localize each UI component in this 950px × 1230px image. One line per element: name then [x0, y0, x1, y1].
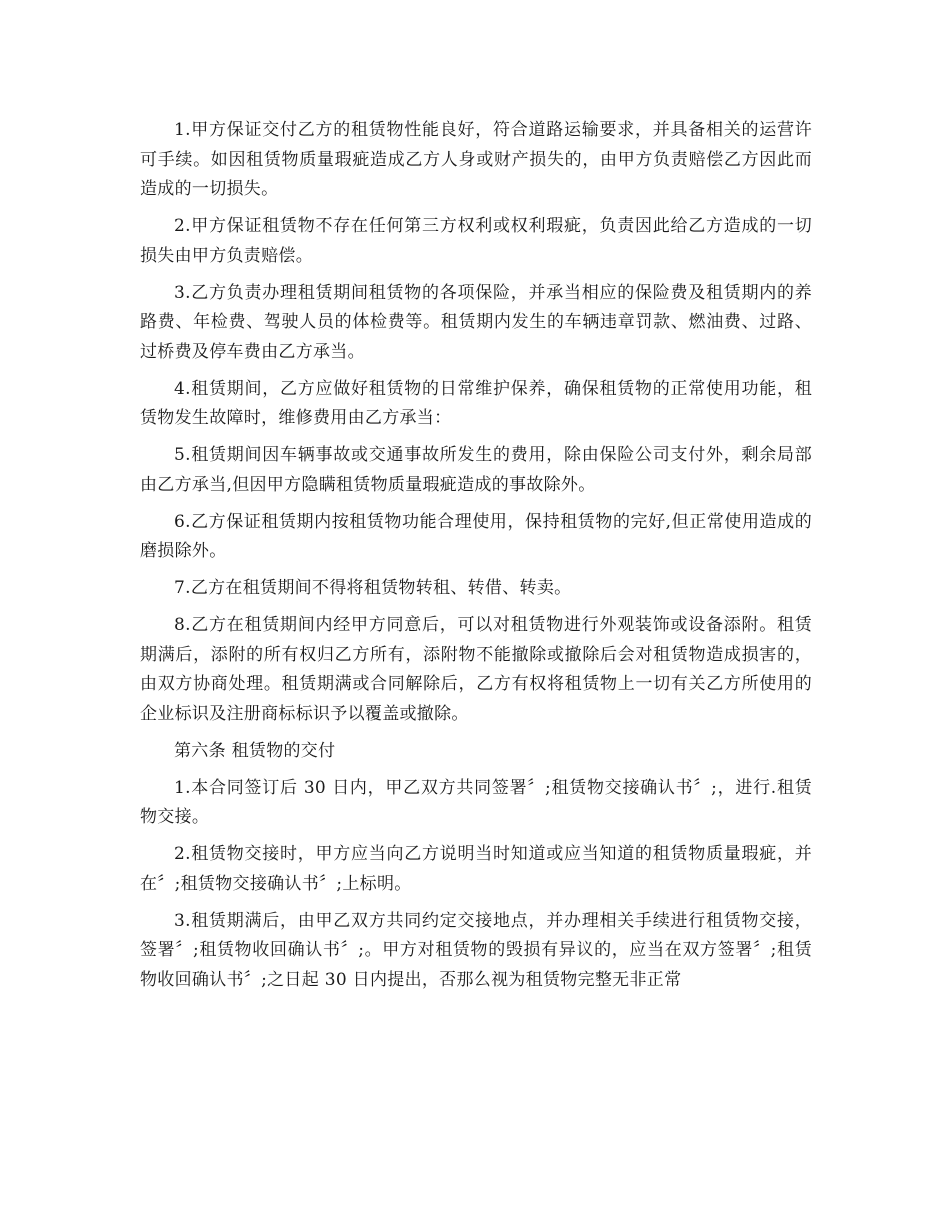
delivery-paragraph-3: 3.租赁期满后，由甲乙双方共同约定交接地点，并办理相关手续进行租赁物交接，签署〞;租赁物收回确认书〞;。甲方对租赁物的毁损有异议的，应当在双方签署〞;租赁物收回确认书〞;之日起 30 日内提出，否那么视为租赁物完整无非正常: [140, 910, 812, 990]
clause-paragraph-6: 6.乙方保证租赁期内按租赁物功能合理使用，保持租赁物的完好,但正常使用造成的磨损除外。: [140, 511, 812, 561]
clause-paragraph-5: 5.租赁期间因车辆事故或交通事故所发生的费用，除由保险公司支付外，剩余局部由乙方承当,但因甲方隐瞒租赁物质量瑕疵造成的事故除外。: [140, 445, 812, 495]
clause-paragraph-4: 4.租赁期间，乙方应做好租赁物的日常维护保养，确保租赁物的正常使用功能，租赁物发生故障时，维修费用由乙方承当：: [140, 378, 812, 428]
clause-paragraph-2: 2.甲方保证租赁物不存在任何第三方权利或权利瑕疵，负责因此给乙方造成的一切损失由甲方负责赔偿。: [140, 216, 812, 266]
clause-paragraph-8: 8.乙方在租赁期间内经甲方同意后，可以对租赁物进行外观装饰或设备添附。租赁期满后，添附的所有权归乙方所有，添附物不能撤除或撤除后会对租赁物造成损害的，由双方协商处理。租赁期满或合同解除后，乙方有权将租赁物上一切有关乙方所使用的企业标识及注册商标标识予以覆盖或撤除。: [140, 615, 812, 724]
clause-paragraph-1: 1.甲方保证交付乙方的租赁物性能良好，符合道路运输要求，并具备相关的运营许可手续。如因租赁物质量瑕疵造成乙方人身或财产损失的，由甲方负责赔偿乙方因此而造成的一切损失。: [140, 120, 812, 199]
delivery-paragraph-1: 1.本合同签订后 30 日内，甲乙双方共同签署〞;租赁物交接确认书〞;，进行.租赁物交接。: [140, 777, 812, 827]
clause-paragraph-3: 3.乙方负责办理租赁期间租赁物的各项保险，并承当相应的保险费及租赁期内的养路费、年检费、驾驶人员的体检费等。租赁期内发生的车辆违章罚款、燃油费、过路、过桥费及停车费由乙方承当。: [140, 282, 812, 362]
clause-paragraph-7: 7.乙方在租赁期间不得将租赁物转租、转借、转卖。: [174, 578, 572, 598]
delivery-paragraph-2: 2.租赁物交接时，甲方应当向乙方说明当时知道或应当知道的租赁物质量瑕疵，并在〞;租赁物交接确认书〞;上标明。: [140, 844, 812, 894]
document-page: [140, 116, 812, 1003]
section-heading: 第六条 租赁物的交付: [174, 740, 336, 761]
